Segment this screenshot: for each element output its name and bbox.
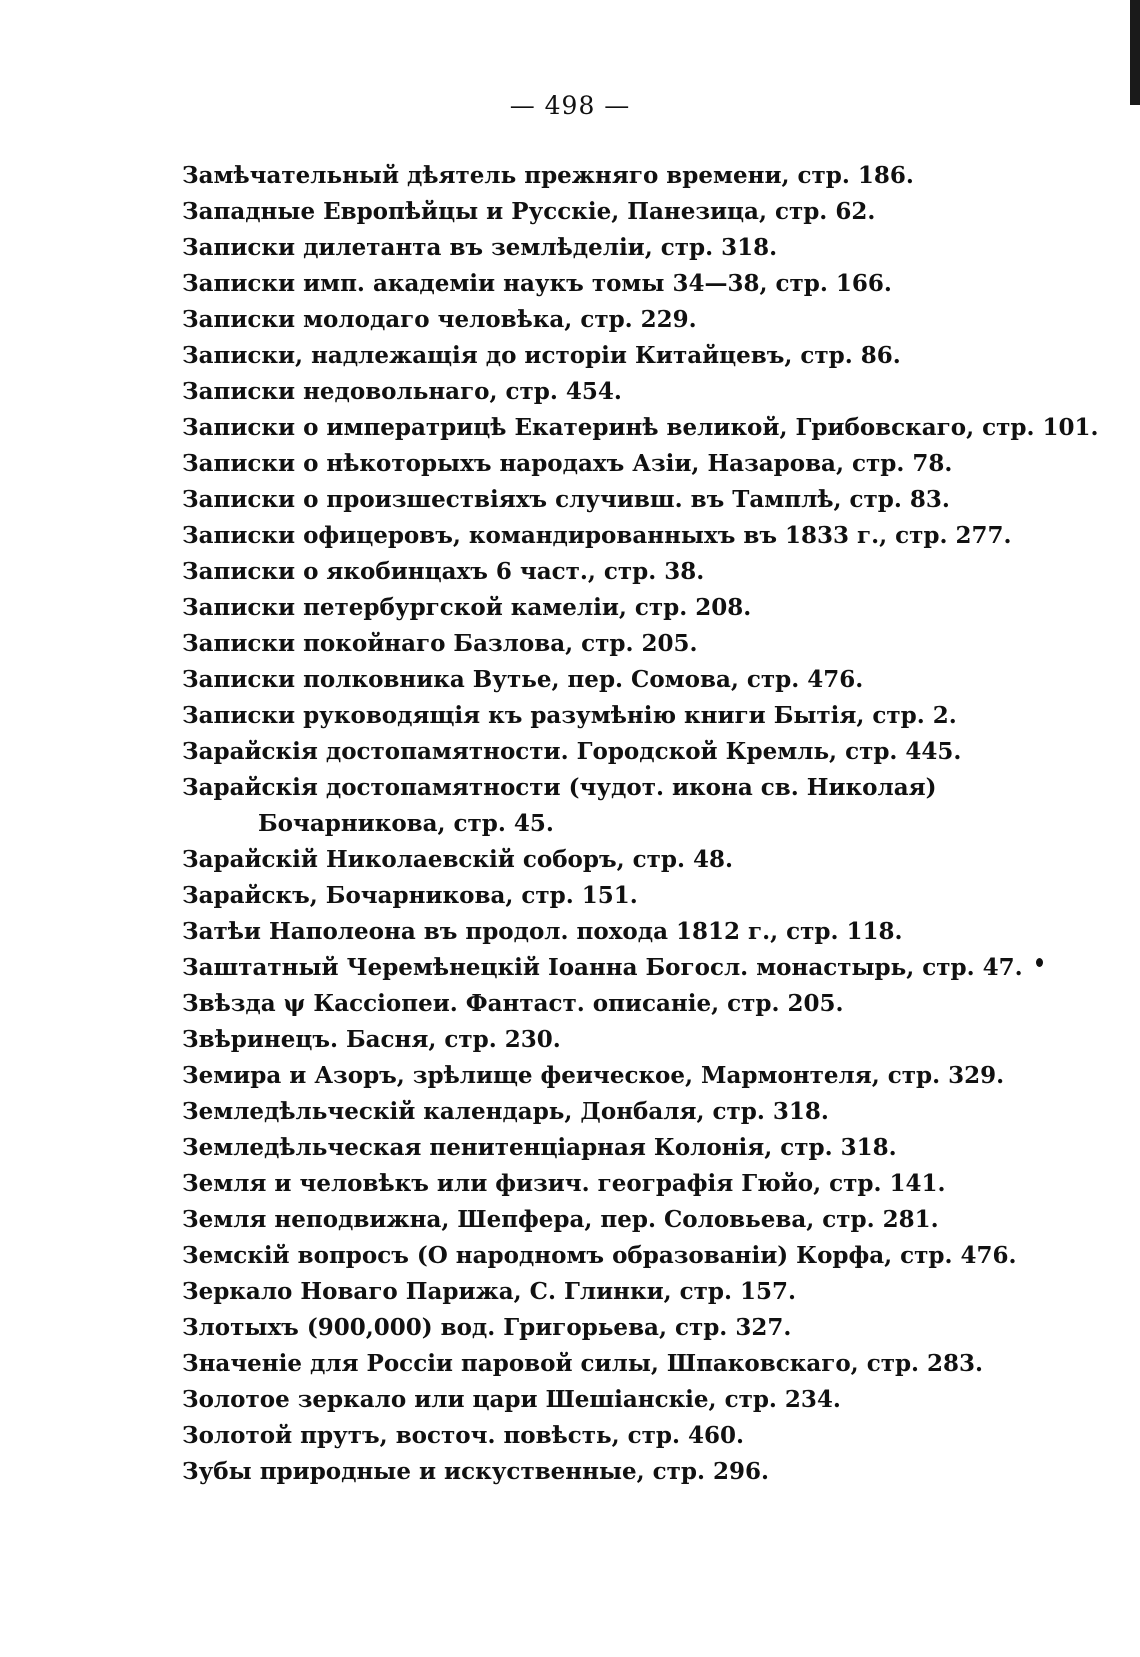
index-entry: Затѣи Наполеона въ продол. похода 1812 г., стр. 118.: [182, 918, 903, 945]
index-entry: Зарайскія достопамятности (чудот. икона св. Николая) Бочарникова, стр. 45.: [182, 774, 937, 837]
index-entry: Звѣзда ψ Кассіопеи. Фантаст. описаніе, стр. 205.: [182, 990, 844, 1017]
index-entry: Звѣринецъ. Басня, стр. 230.: [182, 1026, 561, 1053]
index-entry: Золотое зеркало или цари Шешіанскіе, стр. 234.: [182, 1386, 841, 1413]
index-entry: Земскій вопросъ (О народномъ образованіи) Корфа, стр. 476.: [182, 1242, 1017, 1269]
index-entry: Зарайскъ, Бочарникова, стр. 151.: [182, 882, 638, 909]
page-number: — 498 —: [509, 91, 631, 120]
index-entry: Злотыхъ (900,000) вод. Григорьева, стр. 327.: [182, 1314, 792, 1341]
index-entry: Зеркало Новаго Парижа, С. Глинки, стр. 157.: [182, 1278, 797, 1305]
index-entry: Записки о нѣкоторыхъ народахъ Азіи, Назарова, стр. 78.: [182, 450, 953, 477]
index-entry: Земира и Азоръ, зрѣлище феическое, Мармонтеля, стр. 329.: [182, 1062, 1005, 1089]
index-entry: Записки о императрицѣ Екатеринѣ великой, Грибовскаго, стр. 101.: [182, 414, 1099, 441]
index-entry: Земледѣльческая пенитенціарная Колонія, стр. 318.: [182, 1134, 897, 1161]
index-entry: Записки о якобинцахъ 6 част., стр. 38.: [182, 558, 705, 585]
index-entry: Земля неподвижна, Шепфера, пер. Соловьева, стр. 281.: [182, 1206, 939, 1233]
index-entry: Замѣчательный дѣятель прежняго времени, стр. 186.: [182, 162, 914, 189]
index-entry: Зарайскія достопамятности. Городской Кремль, стр. 445.: [182, 738, 962, 765]
index-entry: Записки покойнаго Базлова, стр. 205.: [182, 630, 698, 657]
index-entry: Зарайскій Николаевскій соборъ, стр. 48.: [182, 846, 733, 873]
index-entry: Заштатный Черемѣнецкій Іоанна Богосл. монастырь, стр. 47.: [182, 954, 1023, 981]
index-entry: Записки офицеровъ, командированныхъ въ 1833 г., стр. 277.: [182, 522, 1012, 549]
index-entry: Значеніе для Россіи паровой силы, Шпаковскаго, стр. 283.: [182, 1350, 984, 1377]
index-entry: Земля и человѣкъ или физич. географія Гюйо, стр. 141.: [182, 1170, 946, 1197]
index-entry: Записки дилетанта въ землѣделіи, стр. 318.: [182, 234, 778, 261]
index-entry: Записки руководящія къ разумѣнію книги Бытія, стр. 2.: [182, 702, 957, 729]
index-entry: Записки о произшествіяхъ случивш. въ Тамплѣ, стр. 83.: [182, 486, 950, 513]
index-entry: Записки полковника Вутье, пер. Сомова, стр. 476.: [182, 666, 864, 693]
index-entry: Записки недовольнаго, стр. 454.: [182, 378, 622, 405]
index-entry: Записки имп. академіи наукъ томы 34—38, стр. 166.: [182, 270, 892, 297]
index-entry: Зубы природные и искуственные, стр. 296.: [182, 1458, 770, 1485]
index-entry: Земледѣльческій календарь, Донбаля, стр. 318.: [182, 1098, 829, 1125]
index-entry: Золотой прутъ, восточ. повѣсть, стр. 460.: [182, 1422, 745, 1449]
index-entry: Записки петербургской камеліи, стр. 208.: [182, 594, 752, 621]
index-entry: Записки молодаго человѣка, стр. 229.: [182, 306, 697, 333]
index-entry: Записки, надлежащія до исторіи Китайцевъ, стр. 86.: [182, 342, 901, 369]
index-entries: [182, 158, 1099, 1490]
index-entry: Западные Европѣйцы и Русскіе, Панезица, стр. 62.: [182, 198, 876, 225]
